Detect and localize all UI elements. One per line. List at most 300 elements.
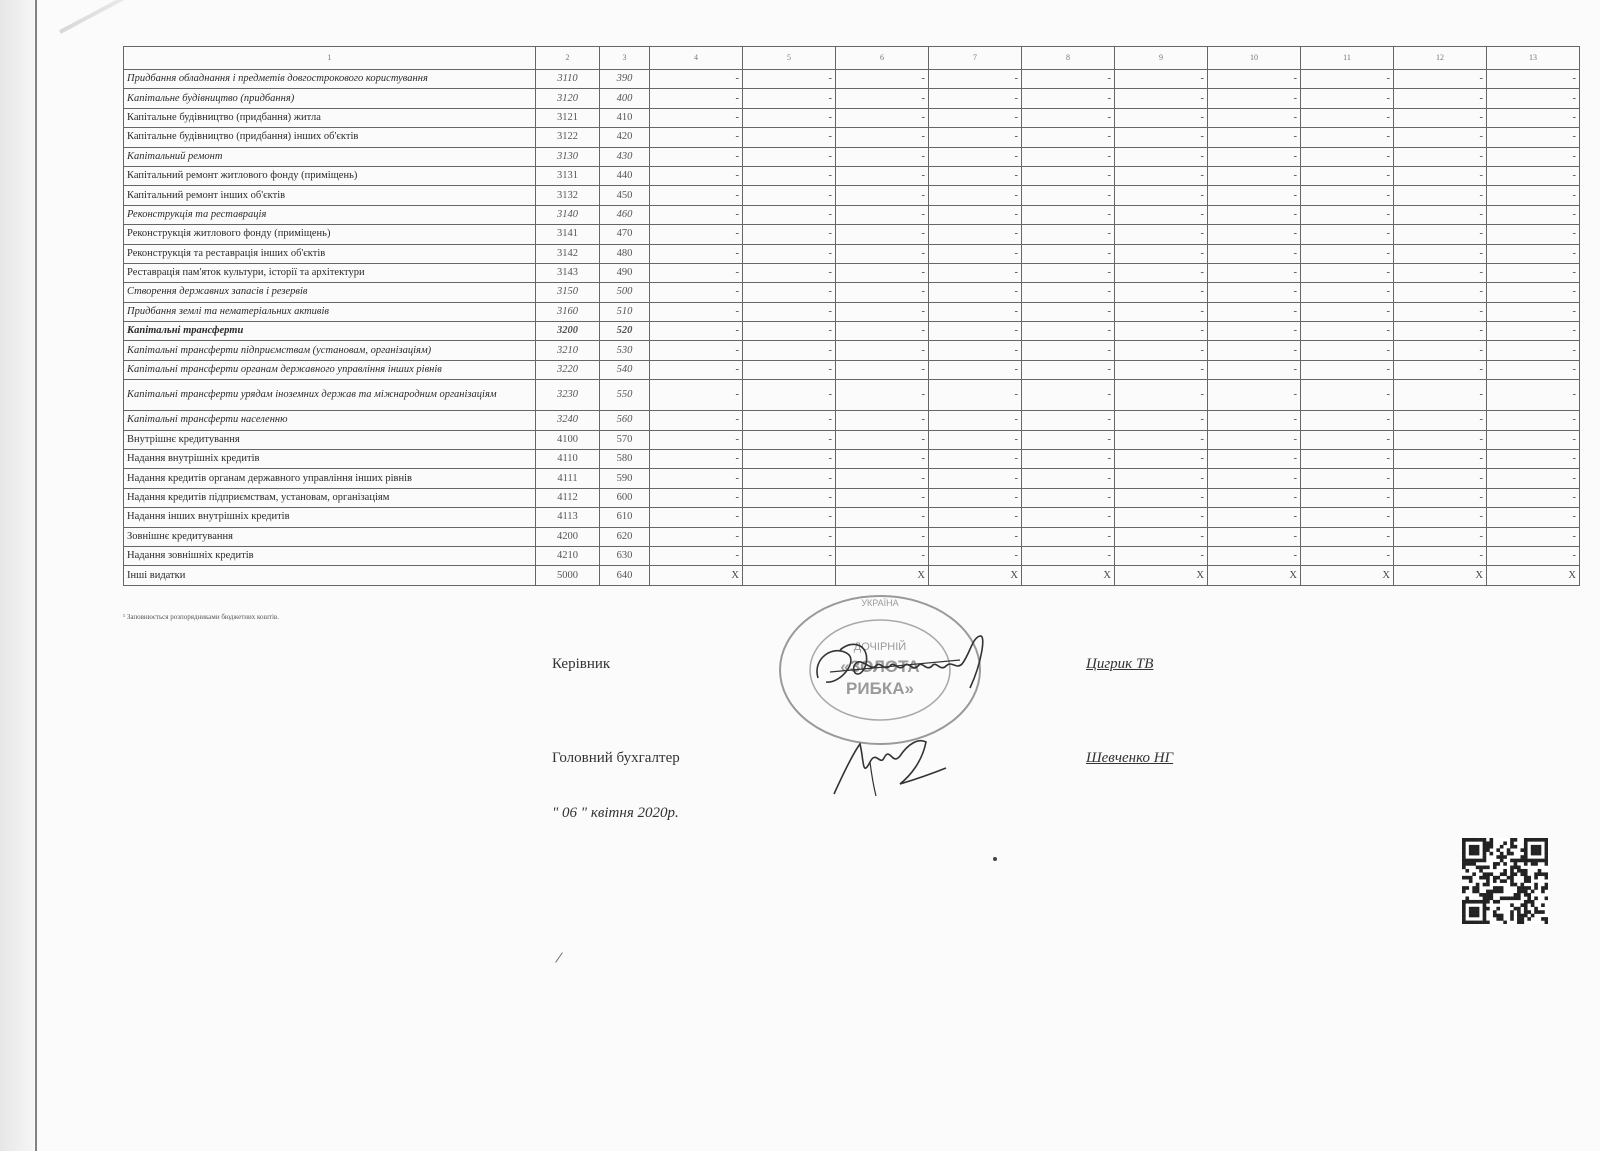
qr-module — [1524, 910, 1528, 914]
value-cell: - — [1115, 70, 1208, 89]
value-cell: - — [1487, 225, 1580, 244]
qr-module — [1490, 841, 1494, 845]
value-cell: - — [1301, 147, 1394, 166]
qr-module — [1510, 914, 1514, 918]
header-cell: 6 — [836, 47, 929, 70]
qr-module — [1503, 869, 1507, 873]
value-cell: - — [929, 263, 1022, 282]
value-cell: - — [929, 360, 1022, 379]
value-cell: - — [929, 225, 1022, 244]
qr-module — [1462, 855, 1466, 859]
row-name: Капітальні трансферти — [124, 322, 536, 341]
value-cell: - — [650, 488, 743, 507]
qr-module — [1541, 917, 1545, 921]
qr-module — [1545, 845, 1548, 849]
qr-module — [1472, 900, 1476, 904]
qr-module — [1486, 893, 1490, 897]
value-cell: - — [1115, 546, 1208, 565]
value-cell: - — [1394, 380, 1487, 411]
value-cell: - — [1394, 411, 1487, 430]
accountant-name: Шевченко НГ — [1086, 750, 1174, 766]
qr-module — [1462, 866, 1466, 870]
qr-module — [1465, 838, 1469, 842]
table-row — [124, 89, 1580, 108]
qr-module — [1534, 910, 1538, 914]
head-title: Керівник — [552, 656, 611, 672]
qr-module — [1476, 845, 1480, 849]
value-cell: - — [1487, 341, 1580, 360]
value-cell: - — [1208, 322, 1301, 341]
row-name: Надання кредитів підприємствам, установам, організаціям — [124, 488, 536, 507]
qr-module — [1496, 848, 1500, 852]
value-cell: - — [650, 89, 743, 108]
value-cell: - — [650, 302, 743, 321]
stamp-ring-text: УКРАЇНА — [861, 598, 899, 608]
qr-module — [1469, 914, 1473, 918]
qr-module — [1479, 900, 1483, 904]
qr-module — [1510, 838, 1514, 842]
qr-module — [1524, 845, 1528, 849]
header-cell: 4 — [650, 47, 743, 70]
qr-module — [1486, 876, 1490, 880]
row-kekv: 3150 — [536, 283, 600, 302]
table-row — [124, 341, 1580, 360]
value-cell: X — [1022, 566, 1115, 585]
value-cell: - — [836, 527, 929, 546]
qr-module — [1541, 903, 1545, 907]
qr-module — [1483, 841, 1487, 845]
qr-module — [1503, 879, 1507, 883]
value-cell: - — [1487, 244, 1580, 263]
value-cell: - — [1022, 225, 1115, 244]
table-row — [124, 263, 1580, 282]
value-cell: - — [1115, 430, 1208, 449]
qr-module — [1538, 910, 1542, 914]
qr-module — [1469, 876, 1473, 880]
row-code: 510 — [600, 302, 650, 321]
qr-module — [1524, 903, 1528, 907]
header-cell: 5 — [743, 47, 836, 70]
value-cell: - — [1487, 360, 1580, 379]
qr-module — [1486, 921, 1490, 924]
qr-module — [1520, 903, 1524, 907]
qr-module — [1538, 845, 1542, 849]
value-cell: - — [836, 546, 929, 565]
qr-module — [1476, 910, 1480, 914]
value-cell: - — [1487, 508, 1580, 527]
value-cell: - — [1301, 469, 1394, 488]
qr-module — [1479, 869, 1483, 873]
qr-module — [1493, 876, 1497, 880]
qr-module — [1500, 890, 1504, 894]
qr-module — [1493, 890, 1497, 894]
value-cell: - — [1394, 341, 1487, 360]
value-cell: - — [1301, 527, 1394, 546]
value-cell: - — [1394, 302, 1487, 321]
value-cell: - — [1208, 360, 1301, 379]
table-row — [124, 244, 1580, 263]
value-cell: - — [650, 450, 743, 469]
qr-module — [1462, 917, 1466, 921]
qr-module — [1503, 896, 1507, 900]
value-cell: - — [1115, 166, 1208, 185]
qr-module — [1472, 921, 1476, 924]
qr-module — [1527, 879, 1531, 883]
value-cell: - — [1208, 283, 1301, 302]
value-cell: - — [836, 302, 929, 321]
table-body — [124, 47, 1580, 586]
value-cell: X — [1115, 566, 1208, 585]
value-cell: - — [929, 546, 1022, 565]
qr-module — [1469, 859, 1473, 863]
value-cell: - — [650, 108, 743, 127]
row-kekv: 3160 — [536, 302, 600, 321]
value-cell — [743, 566, 836, 585]
qr-module — [1476, 866, 1480, 870]
row-code: 390 — [600, 70, 650, 89]
qr-module — [1524, 859, 1528, 863]
qr-module — [1486, 872, 1490, 876]
qr-module — [1520, 917, 1524, 921]
qr-module — [1510, 841, 1514, 845]
qr-module — [1531, 859, 1535, 863]
qr-module — [1486, 841, 1490, 845]
qr-module — [1507, 852, 1511, 856]
qr-module — [1534, 896, 1538, 900]
row-name: Капітальне будівництво (придбання) інших об'єктів — [124, 128, 536, 147]
qr-module — [1507, 876, 1511, 880]
value-cell: - — [1208, 302, 1301, 321]
qr-module — [1527, 893, 1531, 897]
row-kekv: 3122 — [536, 128, 600, 147]
qr-module — [1462, 914, 1466, 918]
value-cell: - — [1394, 89, 1487, 108]
qr-module — [1500, 855, 1504, 859]
value-cell: - — [929, 70, 1022, 89]
value-cell: - — [1115, 341, 1208, 360]
footnote: ¹ Заповнюється розпорядниками бюджетних коштів. — [123, 613, 279, 621]
value-cell: - — [1208, 186, 1301, 205]
qr-module — [1462, 852, 1466, 856]
value-cell: - — [1394, 108, 1487, 127]
value-cell: - — [929, 128, 1022, 147]
qr-module — [1479, 859, 1483, 863]
header-cell: 2 — [536, 47, 600, 70]
qr-module — [1517, 917, 1521, 921]
qr-module — [1483, 910, 1487, 914]
value-cell: - — [836, 244, 929, 263]
value-cell: - — [1115, 508, 1208, 527]
qr-module — [1462, 910, 1466, 914]
qr-module — [1510, 866, 1514, 870]
value-cell: - — [650, 411, 743, 430]
value-cell: - — [650, 70, 743, 89]
value-cell: - — [650, 166, 743, 185]
qr-module — [1462, 845, 1466, 849]
qr-module — [1545, 886, 1548, 890]
qr-module — [1465, 859, 1469, 863]
qr-module — [1483, 917, 1487, 921]
qr-code — [1462, 838, 1548, 924]
value-cell: - — [1301, 186, 1394, 205]
value-cell: - — [743, 546, 836, 565]
table-row — [124, 302, 1580, 321]
qr-module — [1545, 838, 1548, 842]
qr-module — [1465, 900, 1469, 904]
qr-module — [1517, 910, 1521, 914]
value-cell: - — [1301, 283, 1394, 302]
value-cell: - — [1022, 360, 1115, 379]
row-name: Капітальні трансферти органам державного управління інших рівнів — [124, 360, 536, 379]
row-kekv: 3210 — [536, 341, 600, 360]
qr-module — [1496, 890, 1500, 894]
qr-module — [1510, 845, 1514, 849]
value-cell: - — [1115, 322, 1208, 341]
qr-module — [1524, 907, 1528, 911]
value-cell: - — [743, 89, 836, 108]
value-cell: - — [1301, 302, 1394, 321]
qr-module — [1483, 859, 1487, 863]
qr-module — [1496, 855, 1500, 859]
value-cell: - — [1115, 488, 1208, 507]
value-cell: - — [1487, 411, 1580, 430]
qr-module — [1483, 883, 1487, 887]
qr-module — [1517, 890, 1521, 894]
qr-module — [1476, 859, 1480, 863]
value-cell: - — [1487, 108, 1580, 127]
qr-module — [1483, 848, 1487, 852]
value-cell: - — [1115, 128, 1208, 147]
qr-module — [1465, 921, 1469, 924]
qr-module — [1517, 886, 1521, 890]
value-cell: - — [743, 205, 836, 224]
qr-module — [1469, 862, 1473, 866]
qr-module — [1531, 845, 1535, 849]
qr-module — [1483, 838, 1487, 842]
value-cell: - — [743, 322, 836, 341]
qr-module — [1465, 896, 1469, 900]
header-cell: 11 — [1301, 47, 1394, 70]
qr-module — [1493, 886, 1497, 890]
qr-module — [1462, 921, 1466, 924]
value-cell: - — [1487, 186, 1580, 205]
qr-module — [1476, 890, 1480, 894]
row-name: Капітальні трансферти урядам іноземних держав та міжнародним організаціям — [124, 380, 536, 411]
value-cell: - — [1301, 108, 1394, 127]
row-code: 540 — [600, 360, 650, 379]
qr-module — [1517, 907, 1521, 911]
header-cell: 9 — [1115, 47, 1208, 70]
value-cell: - — [1487, 546, 1580, 565]
qr-module — [1531, 900, 1535, 904]
qr-module — [1538, 859, 1542, 863]
qr-module — [1503, 921, 1507, 924]
row-name: Реконструкція житлового фонду (приміщень) — [124, 225, 536, 244]
value-cell: - — [1022, 166, 1115, 185]
qr-module — [1500, 917, 1504, 921]
qr-module — [1472, 852, 1476, 856]
header-cell: 10 — [1208, 47, 1301, 70]
value-cell: - — [836, 263, 929, 282]
value-cell: X — [1487, 566, 1580, 585]
value-cell: - — [929, 89, 1022, 108]
qr-module — [1472, 890, 1476, 894]
value-cell: - — [1208, 411, 1301, 430]
value-cell: - — [1487, 205, 1580, 224]
qr-module — [1490, 852, 1494, 856]
row-name: Капітальне будівництво (придбання) — [124, 89, 536, 108]
value-cell: - — [929, 341, 1022, 360]
value-cell: - — [1487, 322, 1580, 341]
qr-module — [1541, 872, 1545, 876]
value-cell: - — [836, 450, 929, 469]
table-row — [124, 380, 1580, 411]
qr-module — [1524, 914, 1528, 918]
value-cell: - — [1022, 341, 1115, 360]
table-row — [124, 469, 1580, 488]
qr-module — [1514, 896, 1518, 900]
value-cell: - — [743, 488, 836, 507]
value-cell: - — [836, 225, 929, 244]
qr-module — [1534, 848, 1538, 852]
value-cell: - — [1394, 147, 1487, 166]
value-cell: - — [650, 205, 743, 224]
qr-module — [1496, 886, 1500, 890]
value-cell: - — [1394, 70, 1487, 89]
qr-module — [1520, 921, 1524, 924]
row-kekv: 3130 — [536, 147, 600, 166]
value-cell: - — [1487, 380, 1580, 411]
qr-module — [1541, 910, 1545, 914]
qr-module — [1545, 883, 1548, 887]
qr-module — [1517, 914, 1521, 918]
qr-module — [1483, 852, 1487, 856]
qr-module — [1479, 866, 1483, 870]
row-code: 430 — [600, 147, 650, 166]
value-cell: - — [1022, 89, 1115, 108]
qr-module — [1476, 886, 1480, 890]
table-row — [124, 488, 1580, 507]
qr-module — [1486, 890, 1490, 894]
value-cell: - — [929, 508, 1022, 527]
value-cell: - — [1301, 380, 1394, 411]
value-cell: - — [650, 225, 743, 244]
qr-module — [1527, 859, 1531, 863]
value-cell: - — [1022, 70, 1115, 89]
qr-module — [1510, 879, 1514, 883]
value-cell: - — [1115, 147, 1208, 166]
qr-module — [1510, 883, 1514, 887]
qr-module — [1462, 886, 1466, 890]
qr-module — [1472, 838, 1476, 842]
qr-module — [1496, 907, 1500, 911]
qr-module — [1517, 859, 1521, 863]
qr-module — [1534, 872, 1538, 876]
value-cell: - — [1301, 244, 1394, 263]
qr-module — [1490, 890, 1494, 894]
value-cell: - — [1115, 205, 1208, 224]
row-name: Інші видатки — [124, 566, 536, 585]
value-cell: - — [1487, 263, 1580, 282]
row-code: 530 — [600, 341, 650, 360]
accountant-title: Головний бухгалтер — [552, 750, 680, 766]
qr-module — [1462, 890, 1466, 894]
row-name: Внутрішнє кредитування — [124, 430, 536, 449]
scan-speck — [993, 857, 997, 861]
value-cell: - — [1394, 128, 1487, 147]
stamp-line-1: ДОЧІРНІЙ — [853, 641, 907, 653]
qr-module — [1486, 907, 1490, 911]
row-code: 630 — [600, 546, 650, 565]
value-cell: - — [1208, 341, 1301, 360]
qr-module — [1472, 848, 1476, 852]
row-code: 470 — [600, 225, 650, 244]
value-cell: - — [650, 322, 743, 341]
row-name: Капітальні трансферти населенню — [124, 411, 536, 430]
qr-module — [1534, 862, 1538, 866]
value-cell: - — [1208, 70, 1301, 89]
qr-module — [1514, 883, 1518, 887]
value-cell: - — [1394, 450, 1487, 469]
header-cell: 7 — [929, 47, 1022, 70]
qr-module — [1507, 896, 1511, 900]
header-cell: 1 — [124, 47, 536, 70]
value-cell: - — [743, 469, 836, 488]
qr-module — [1514, 838, 1518, 842]
qr-module — [1517, 866, 1521, 870]
qr-module — [1476, 900, 1480, 904]
value-cell: - — [1208, 244, 1301, 263]
scan-edge-shadow — [0, 0, 34, 1151]
value-cell: - — [650, 527, 743, 546]
value-cell: - — [650, 186, 743, 205]
value-cell: - — [836, 147, 929, 166]
value-cell: - — [743, 341, 836, 360]
qr-module — [1517, 893, 1521, 897]
qr-module — [1545, 921, 1548, 924]
qr-module — [1524, 855, 1528, 859]
value-cell: - — [1487, 283, 1580, 302]
value-cell: - — [1115, 411, 1208, 430]
value-cell: - — [1301, 263, 1394, 282]
value-cell: - — [1394, 205, 1487, 224]
value-cell: - — [1394, 430, 1487, 449]
value-cell: - — [929, 450, 1022, 469]
header-row — [124, 47, 1580, 70]
qr-module — [1472, 886, 1476, 890]
value-cell: - — [1022, 546, 1115, 565]
value-cell: - — [743, 128, 836, 147]
qr-module — [1486, 883, 1490, 887]
qr-module — [1483, 866, 1487, 870]
qr-module — [1524, 890, 1528, 894]
value-cell: - — [743, 70, 836, 89]
value-cell: - — [929, 527, 1022, 546]
qr-module — [1514, 872, 1518, 876]
qr-module — [1469, 907, 1473, 911]
page-margin-line — [35, 0, 37, 1151]
qr-module — [1469, 838, 1473, 842]
row-kekv: 4210 — [536, 546, 600, 565]
value-cell: - — [836, 411, 929, 430]
qr-module — [1472, 859, 1476, 863]
qr-module — [1483, 855, 1487, 859]
qr-module — [1510, 903, 1514, 907]
value-cell: - — [1394, 244, 1487, 263]
value-cell: - — [650, 469, 743, 488]
table-row — [124, 566, 1580, 585]
qr-module — [1472, 872, 1476, 876]
